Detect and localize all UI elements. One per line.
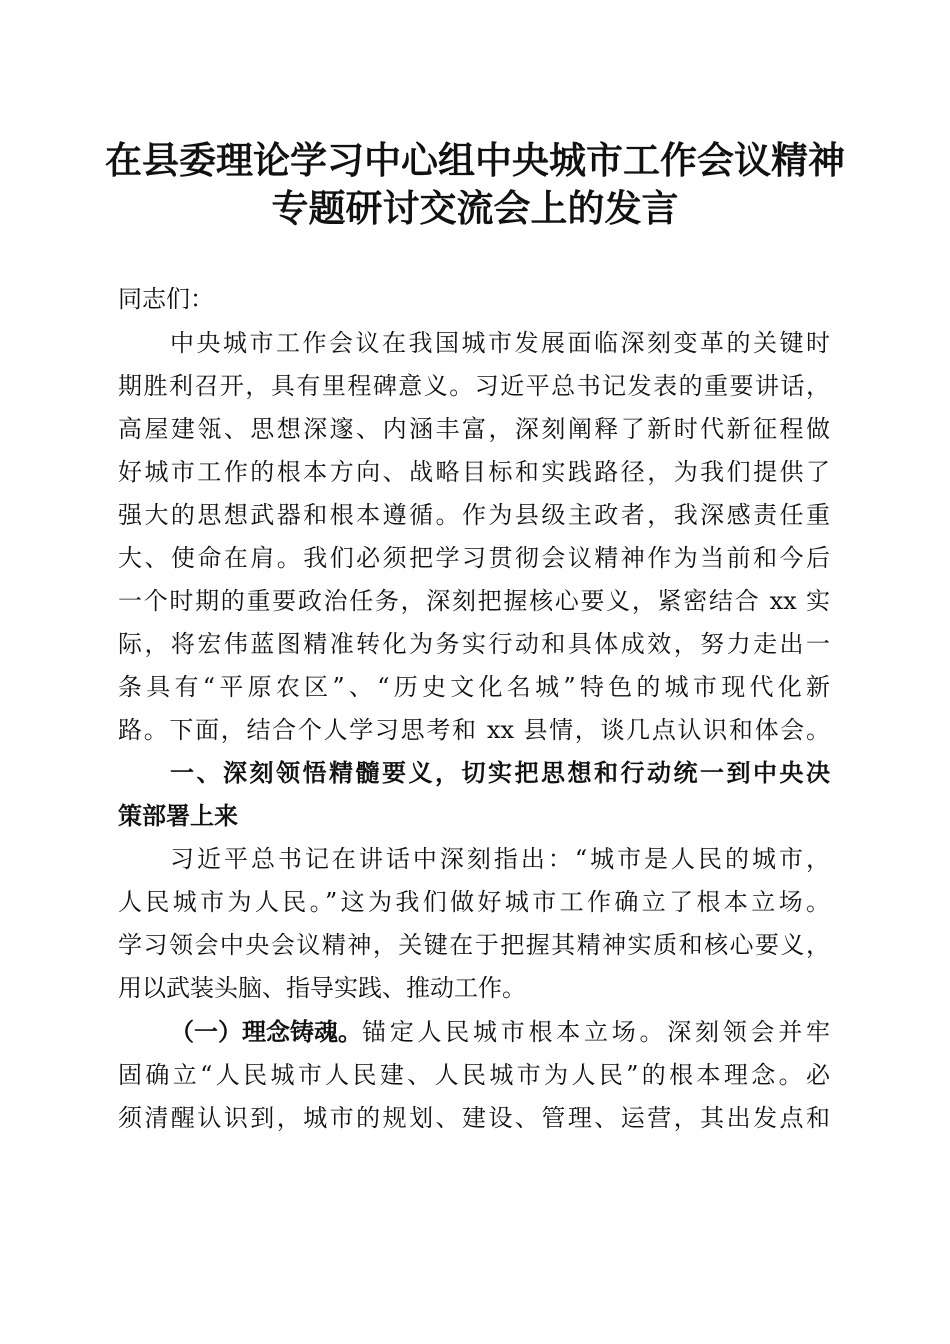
paragraph1-line: 路。下面，结合个人学习思考和 xx 县情，谈几点认识和体会。: [118, 716, 830, 744]
paragraph2-line: 学习领会中央会议精神，关键在于把握其精神实质和核心要义，: [118, 931, 830, 959]
paragraph1-line: 际，将宏伟蓝图精准转化为务实行动和具体成效，努力走出一: [118, 630, 830, 658]
paragraph2-line: 习近平总书记在讲话中深刻指出：“城市是人民的城市，: [170, 845, 830, 873]
document-title-line-1: 在县委理论学习中心组中央城市工作会议精神: [105, 138, 845, 182]
paragraph1-line: 期胜利召开，具有里程碑意义。习近平总书记发表的重要讲话，: [118, 372, 830, 400]
document-title-line-2: 专题研讨交流会上的发言: [271, 186, 679, 230]
section1-heading-line: 策部署上来: [118, 802, 238, 830]
paragraph3-line: 须清醒认识到，城市的规划、建设、管理、运营，其出发点和: [118, 1104, 830, 1132]
paragraph3-first-line-text: 锚定人民城市根本立场。深刻领会并牢: [362, 1018, 830, 1046]
subheading-idea: （一）理念铸魂。: [170, 1017, 362, 1046]
salutation: 同志们：: [118, 285, 214, 313]
paragraph1-line: 一个时期的重要政治任务，深刻把握核心要义，紧密结合 xx 实: [118, 587, 830, 615]
paragraph3-line: 固确立“人民城市人民建、人民城市为人民”的根本理念。必: [118, 1061, 830, 1089]
paragraph3-first-line: [170, 1015, 830, 1049]
paragraph1-line: 高屋建瓴、思想深邃、内涵丰富，深刻阐释了新时代新征程做: [118, 415, 830, 443]
paragraph2-line: 人民城市为人民。”这为我们做好城市工作确立了根本立场。: [118, 888, 830, 916]
paragraph2-line: 用以武装头脑、指导实践、推动工作。: [118, 974, 526, 1002]
paragraph1-line: 条具有“平原农区”、“历史文化名城”特色的城市现代化新: [118, 673, 830, 701]
paragraph1-line: 中央城市工作会议在我国城市发展面临深刻变革的关键时: [170, 329, 830, 357]
paragraph1-line: 大、使命在肩。我们必须把学习贯彻会议精神作为当前和今后: [118, 544, 830, 572]
paragraph1-line: 好城市工作的根本方向、战略目标和实践路径，为我们提供了: [118, 458, 830, 486]
paragraph1-line: 强大的思想武器和根本遵循。作为县级主政者，我深感责任重: [118, 501, 830, 529]
section1-heading-line: 一、深刻领悟精髓要义，切实把思想和行动统一到中央决: [170, 759, 830, 787]
